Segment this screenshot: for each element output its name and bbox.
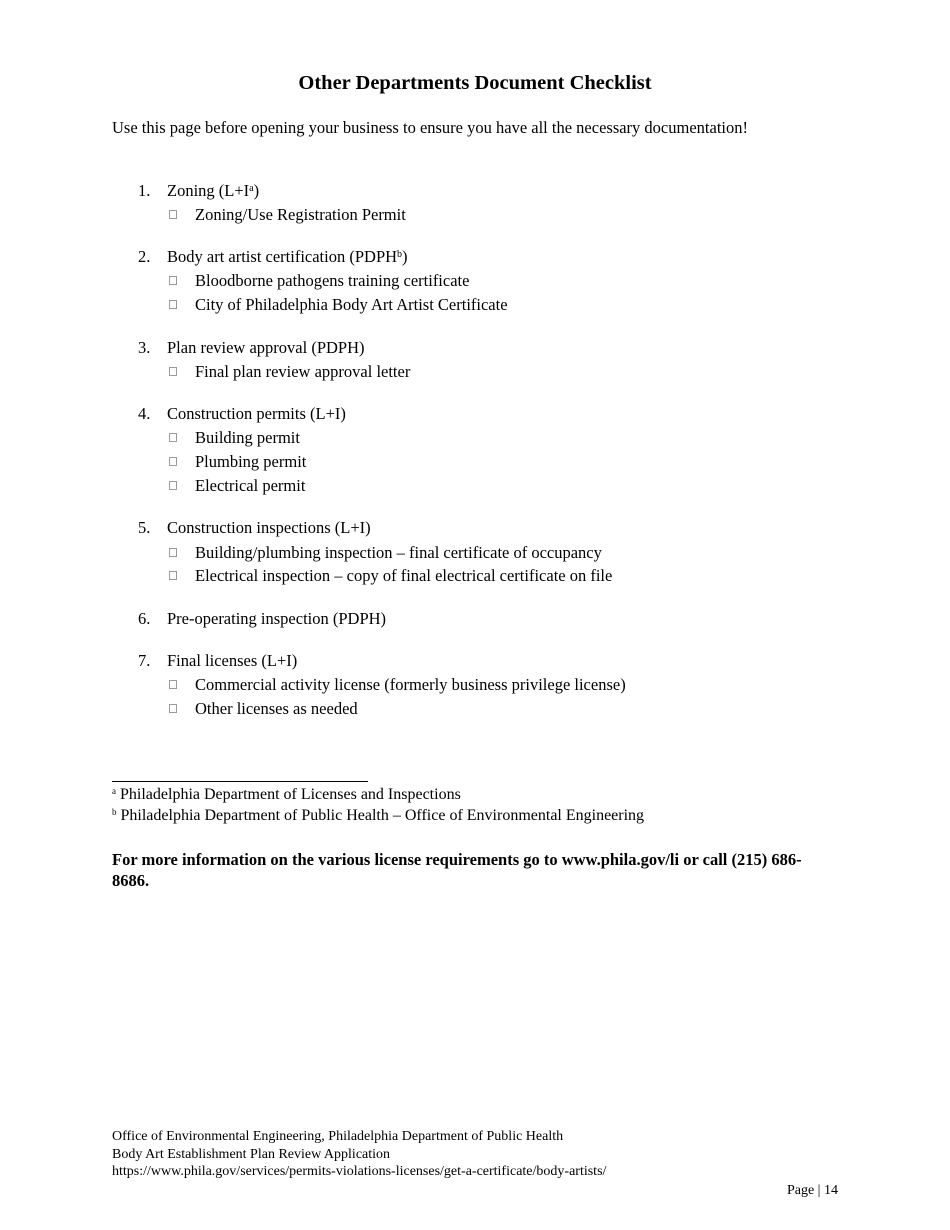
checkbox-label: Building/plumbing inspection – final certificate of occupancy	[195, 543, 602, 562]
footnote-separator	[112, 781, 368, 782]
item-label: Construction permits (L+I)	[167, 404, 346, 423]
footer-application: Body Art Establishment Plan Review Application	[112, 1146, 391, 1162]
item-number: 1.	[138, 181, 151, 200]
checkbox-label: Plumbing permit	[195, 452, 307, 471]
intro-text: Use this page before opening your business to ensure you have all the necessary documentation!	[112, 118, 748, 137]
checkbox[interactable]	[169, 704, 177, 713]
checkbox-label: Commercial activity license (formerly business privilege license)	[195, 675, 626, 694]
item-label: Final licenses (L+I)	[167, 651, 298, 670]
checkbox-label: Bloodborne pathogens training certificate	[195, 271, 470, 290]
item-number: 3.	[138, 338, 151, 357]
checkbox[interactable]	[169, 433, 177, 442]
item-label: Zoning $(L+I^a)$	[167, 181, 260, 200]
checkbox[interactable]	[169, 276, 177, 285]
item-label: Plan review approval (PDPH)	[167, 338, 365, 357]
checkbox-label: Other licenses as needed	[195, 699, 358, 718]
checkbox[interactable]	[169, 457, 177, 466]
item-number: 7.	[138, 651, 151, 670]
item-number: 4.	[138, 404, 151, 423]
footer-url[interactable]: https://www.phila.gov/services/permits-violations-licenses/get-a-certificate/body-artists/	[112, 1164, 607, 1179]
page-title: Other Departments Document Checklist	[298, 72, 652, 94]
footnote-b: $^b$ Philadelphia Department of Public Health – Office of Environmental Engineering	[112, 807, 645, 824]
checkbox[interactable]	[169, 300, 177, 309]
checkbox-label: City of Philadelphia Body Art Artist Certificate	[195, 295, 508, 314]
checkbox-label: Building permit	[195, 428, 300, 447]
checkbox[interactable]	[169, 571, 177, 580]
page-number: Page | 14	[786, 1183, 838, 1198]
footnote-a: $^a$ Philadelphia Department of Licenses and Inspections	[112, 786, 461, 803]
checkbox-label: Zoning/Use Registration Permit	[195, 205, 406, 224]
checkbox[interactable]	[169, 548, 177, 557]
item-number: 6.	[138, 609, 151, 628]
checkbox[interactable]	[169, 481, 177, 490]
item-label: Body art artist certification (PDPH$^b$)	[167, 247, 408, 266]
checkbox-label: Final plan review approval letter	[195, 362, 411, 381]
checkbox[interactable]	[169, 680, 177, 689]
page-footer	[112, 1128, 606, 1181]
checkbox-label: Electrical permit	[195, 476, 306, 495]
item-number: 2.	[138, 247, 151, 266]
footer-office: Office of Environmental Engineering, Philadelphia Department of Public Health	[112, 1129, 564, 1144]
checkbox[interactable]	[169, 367, 177, 376]
checkbox[interactable]	[169, 210, 177, 219]
more-info-text: For more information on the various license requirements go to www.phila.gov/li or call (215) 686-8686.	[112, 850, 802, 890]
checkbox-label: Electrical inspection – copy of final electrical certificate on file	[195, 566, 613, 585]
item-label: Pre-operating inspection (PDPH)	[167, 609, 387, 628]
item-label: Construction inspections (L+I)	[167, 518, 371, 537]
item-number: 5.	[138, 518, 151, 537]
